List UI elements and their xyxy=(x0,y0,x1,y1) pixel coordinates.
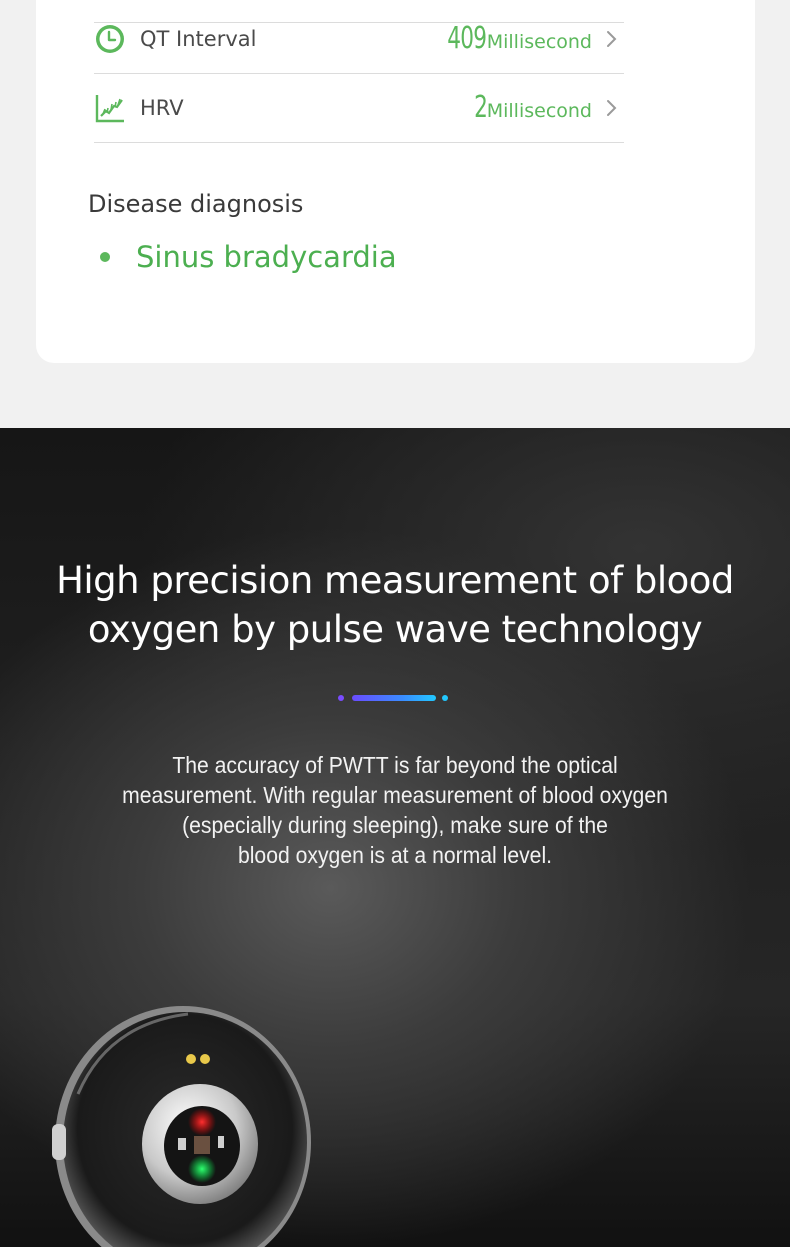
chevron-right-icon xyxy=(600,96,624,120)
accent-dot xyxy=(338,695,344,701)
metric-value xyxy=(432,21,592,56)
watch-sensor-image xyxy=(48,1004,318,1247)
diagnosis-item xyxy=(100,240,397,274)
metric-number: 2 xyxy=(473,90,487,125)
description-line: measurement. With regular measurement of blood oxygen xyxy=(122,782,668,808)
bullet-dot xyxy=(100,252,110,262)
accent-dot xyxy=(442,695,448,701)
accent-line xyxy=(352,695,436,701)
diagnosis-text: Sinus bradycardia xyxy=(136,240,397,274)
chart-trend-icon xyxy=(94,92,126,124)
diagnosis-title: Disease diagnosis xyxy=(88,190,304,218)
feature-description xyxy=(87,750,703,870)
headline-line: High precision measurement of blood xyxy=(56,559,734,602)
chevron-right-icon xyxy=(600,27,624,51)
clock-icon xyxy=(94,23,126,55)
metric-unit: Millisecond xyxy=(486,31,592,53)
feature-headline xyxy=(30,556,760,654)
description-line: blood oxygen is at a normal level. xyxy=(237,842,553,868)
metric-label: HRV xyxy=(140,95,184,120)
accent-divider xyxy=(338,694,450,702)
metric-row-qt-interval[interactable] xyxy=(94,4,624,74)
report-section xyxy=(0,0,790,428)
metric-unit: Millisecond xyxy=(486,100,592,122)
headline-line: oxygen by pulse wave technology xyxy=(87,608,703,651)
metric-row-hrv[interactable] xyxy=(94,73,624,143)
metric-label: QT Interval xyxy=(140,26,257,51)
feature-banner xyxy=(0,428,790,1247)
metric-value xyxy=(469,90,592,125)
description-line: (especially during sleeping), make sure of the xyxy=(182,812,608,838)
description-line: The accuracy of PWTT is far beyond the optical xyxy=(172,752,618,778)
metric-number: 409 xyxy=(447,21,487,56)
